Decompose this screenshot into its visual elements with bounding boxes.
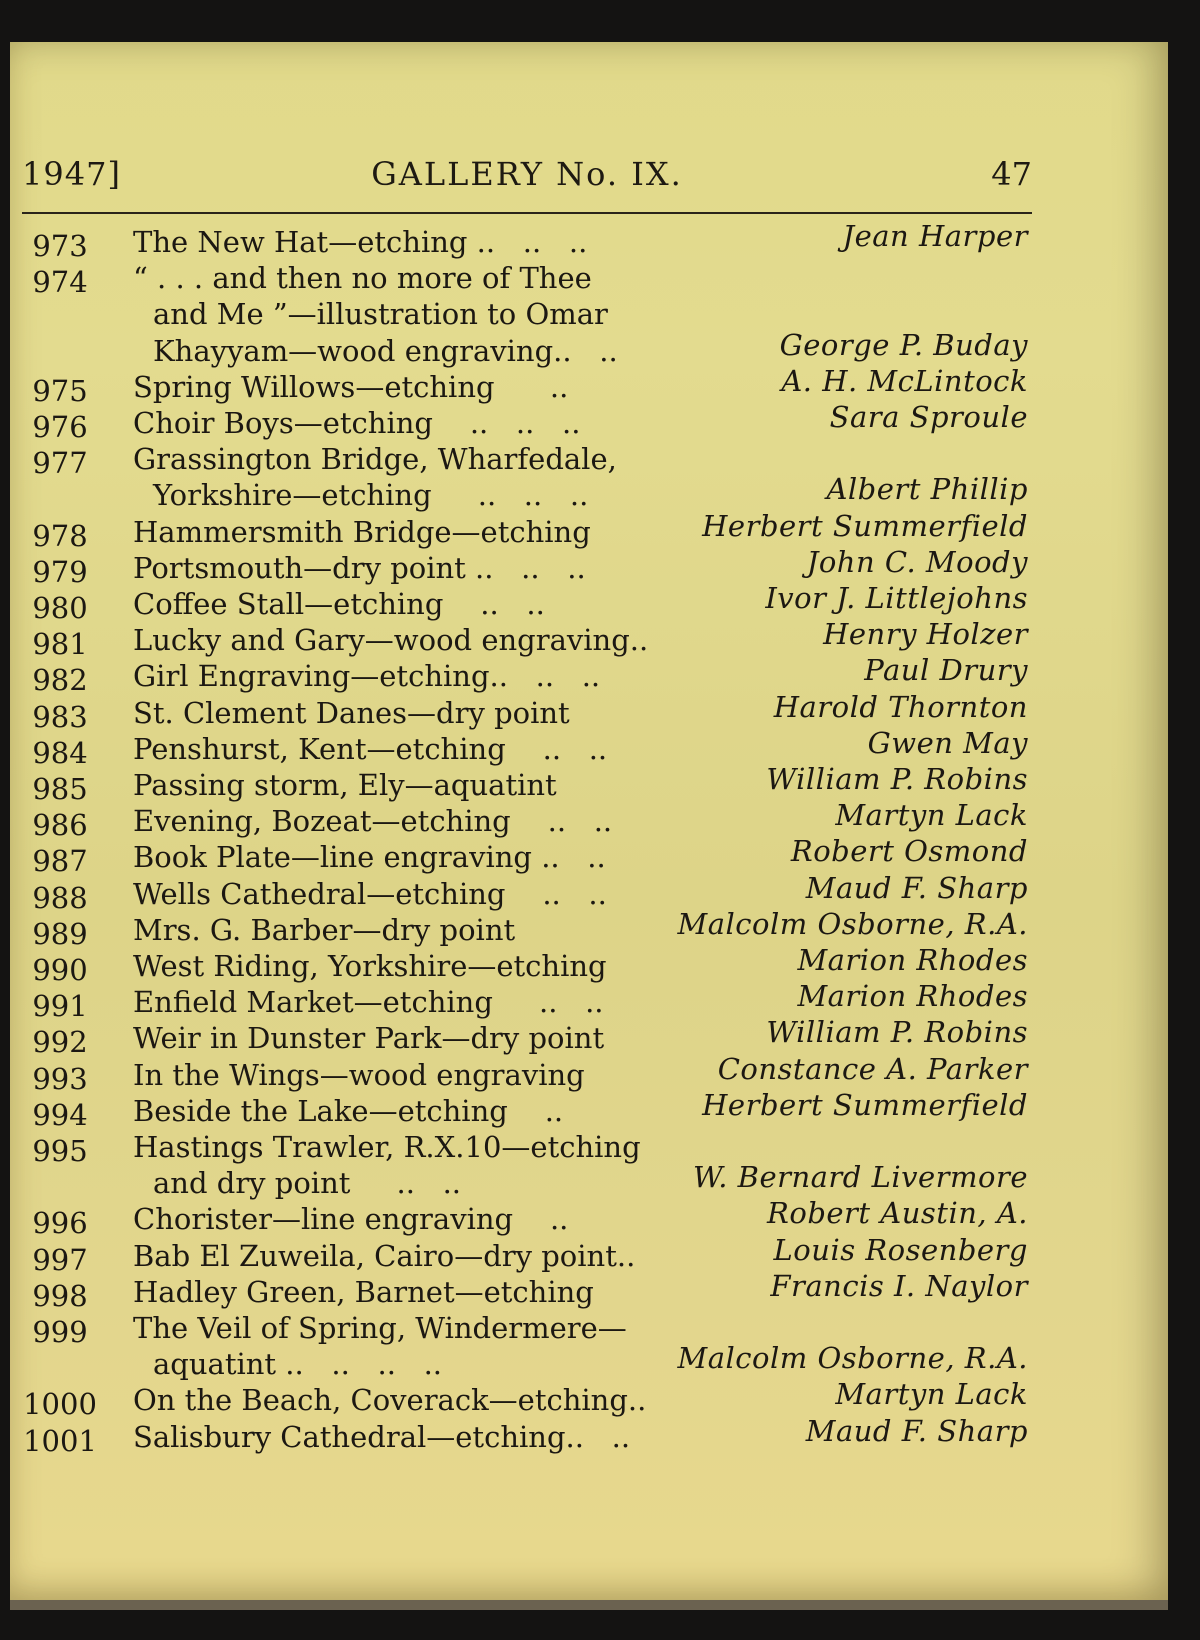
catalogue-entry <box>0 1087 1200 1132</box>
entry-title-line: and Me ”—illustration to Omar <box>153 297 608 332</box>
entry-artist: A. H. McLintock <box>781 363 1028 398</box>
entry-artist: George P. Buday <box>779 327 1028 362</box>
entry-number: 983 <box>32 699 88 734</box>
entry-title-line: Salisbury Cathedral—etching.. .. <box>133 1419 631 1454</box>
entry-artist: Martyn Lack <box>835 1377 1028 1412</box>
entry-number: 1000 <box>23 1387 97 1422</box>
entry-artist: Harold Thornton <box>773 689 1028 724</box>
entry-artist: Constance A. Parker <box>717 1051 1028 1086</box>
entry-number: 976 <box>32 410 88 444</box>
entry-number: 997 <box>32 1242 88 1277</box>
entry-artist: Robert Austin, A. <box>767 1196 1028 1231</box>
entry-artist: Francis I. Naylor <box>770 1268 1028 1303</box>
entry-title-line: Hadley Green, Barnet—etching <box>133 1274 594 1309</box>
entry-title-line: “ . . . and then no more of Thee <box>133 261 592 296</box>
entry-title-line: The Veil of Spring, Windermere— <box>133 1311 627 1345</box>
entry-number: 998 <box>32 1278 88 1313</box>
entry-title-line: Book Plate—line engraving .. .. <box>133 840 606 875</box>
entry-number: 989 <box>32 916 88 951</box>
entry-number: 994 <box>32 1097 88 1132</box>
entry-artist: Marion Rhodes <box>797 943 1028 977</box>
entry-title-line: and dry point .. .. <box>153 1166 462 1201</box>
entry-number: 984 <box>32 735 88 770</box>
page-bottom-edge <box>10 1600 1168 1610</box>
entry-artist: Maud F. Sharp <box>805 870 1028 905</box>
entry-title-line: Enfield Market—etching .. .. <box>133 985 604 1020</box>
catalogue-entry <box>0 1129 1200 1201</box>
entry-artist: Marion Rhodes <box>797 979 1028 1014</box>
entry-number: 996 <box>32 1206 88 1241</box>
entry-artist: Malcolm Osborne, R.A. <box>677 1341 1028 1376</box>
entry-number: 1001 <box>23 1423 97 1458</box>
entry-title-line: Grassington Bridge, Wharfedale, <box>133 442 617 477</box>
entry-title-line: Portsmouth—dry point .. .. .. <box>133 550 586 585</box>
entry-number: 992 <box>32 1025 88 1060</box>
entry-artist: Malcolm Osborne, R.A. <box>677 906 1028 941</box>
entry-artist: Ivor J. Littlejohns <box>765 581 1028 615</box>
entry-title-line: Penshurst, Kent—etching .. .. <box>133 731 608 766</box>
entry-number: 999 <box>32 1315 88 1349</box>
header-rule <box>22 212 1032 214</box>
entry-artist: William P. Robins <box>766 762 1028 796</box>
catalogue-entry <box>0 219 1200 263</box>
entry-number: 973 <box>32 229 88 263</box>
entry-artist: Martyn Lack <box>835 798 1028 833</box>
entry-number: 981 <box>32 627 88 662</box>
catalogue-entry <box>0 260 1200 369</box>
entry-title-line: Evening, Bozeat—etching .. .. <box>133 804 613 839</box>
entry-artist: John C. Moody <box>806 544 1028 579</box>
entry-number: 995 <box>32 1134 88 1168</box>
catalogue-entry <box>0 1268 1200 1313</box>
entry-number: 980 <box>32 591 88 625</box>
entry-artist: Louis Rosenberg <box>773 1232 1028 1267</box>
entry-title-line: Wells Cathedral—etching .. .. <box>133 876 607 911</box>
entry-number: 974 <box>32 265 88 300</box>
entry-title-line: Chorister—line engraving .. <box>133 1202 569 1237</box>
entry-title-line: West Riding, Yorkshire—etching <box>133 949 607 983</box>
entry-number: 993 <box>32 1061 88 1096</box>
entry-artist: Robert Osmond <box>790 834 1028 869</box>
entry-title-line: Mrs. G. Barber—dry point <box>133 912 516 947</box>
entry-artist: Herbert Summerfield <box>702 508 1028 543</box>
entry-artist: W. Bernard Livermore <box>692 1160 1028 1195</box>
entry-title-line: Spring Willows—etching .. <box>133 369 569 404</box>
entry-title-line: Khayyam—wood engraving.. .. <box>153 333 618 368</box>
entry-title-line: Hammersmith Bridge—etching <box>133 514 591 549</box>
catalogue-entry <box>0 1413 1200 1458</box>
gallery-title: GALLERY No. IX. <box>371 155 683 193</box>
entry-number: 979 <box>32 554 88 589</box>
page-number: 47 <box>991 155 1032 193</box>
entry-title-line: aquatint .. .. .. .. <box>153 1347 443 1382</box>
entry-number: 987 <box>32 844 88 879</box>
entry-artist: William P. Robins <box>766 1015 1028 1050</box>
entry-title-line: In the Wings—wood engraving <box>133 1057 585 1092</box>
entry-artist: Albert Phillip <box>826 472 1028 507</box>
entry-title-line: Girl Engraving—etching.. .. .. <box>133 659 601 694</box>
catalogue-entry <box>0 441 1200 513</box>
entry-number: 991 <box>32 989 88 1024</box>
entry-number: 975 <box>32 373 88 408</box>
entry-number: 990 <box>32 953 88 987</box>
entry-title-line: The New Hat—etching .. .. .. <box>133 225 588 259</box>
entry-number: 982 <box>32 663 88 698</box>
entry-title-line: Coffee Stall—etching .. .. <box>133 587 545 621</box>
page-header <box>22 150 1032 200</box>
entry-artist: Sara Sproule <box>829 400 1028 434</box>
entry-title-line: St. Clement Danes—dry point <box>133 695 570 730</box>
entry-number: 977 <box>32 446 88 481</box>
entry-title-line: Weir in Dunster Park—dry point <box>133 1021 605 1056</box>
entry-title-line: Beside the Lake—etching .. <box>133 1093 564 1128</box>
entry-title-line: Hastings Trawler, R.X.10—etching <box>133 1130 641 1164</box>
entry-artist: Henry Holzer <box>823 617 1028 652</box>
entry-title-line: Choir Boys—etching .. .. .. <box>133 406 581 440</box>
entry-title-line: Yorkshire—etching .. .. .. <box>153 478 589 513</box>
entry-title-line: Lucky and Gary—wood engraving.. <box>133 623 649 658</box>
entry-number: 978 <box>32 518 88 553</box>
entry-title-line: On the Beach, Coverack—etching.. <box>133 1383 647 1418</box>
entry-number: 985 <box>32 772 88 806</box>
entry-artist: Jean Harper <box>842 219 1028 253</box>
header-year: 1947] <box>22 155 121 193</box>
entry-number: 988 <box>32 880 88 915</box>
entry-artist: Paul Drury <box>864 653 1028 688</box>
catalogue-entry <box>0 1310 1200 1382</box>
entry-artist: Maud F. Sharp <box>805 1413 1028 1448</box>
catalogue-entry <box>0 400 1200 444</box>
entry-title-line: Passing storm, Ely—aquatint <box>133 768 557 802</box>
entry-artist: Gwen May <box>867 725 1028 760</box>
entry-artist: Herbert Summerfield <box>702 1087 1028 1122</box>
entry-title-line: Bab El Zuweila, Cairo—dry point.. <box>133 1238 636 1273</box>
entry-number: 986 <box>32 808 88 843</box>
